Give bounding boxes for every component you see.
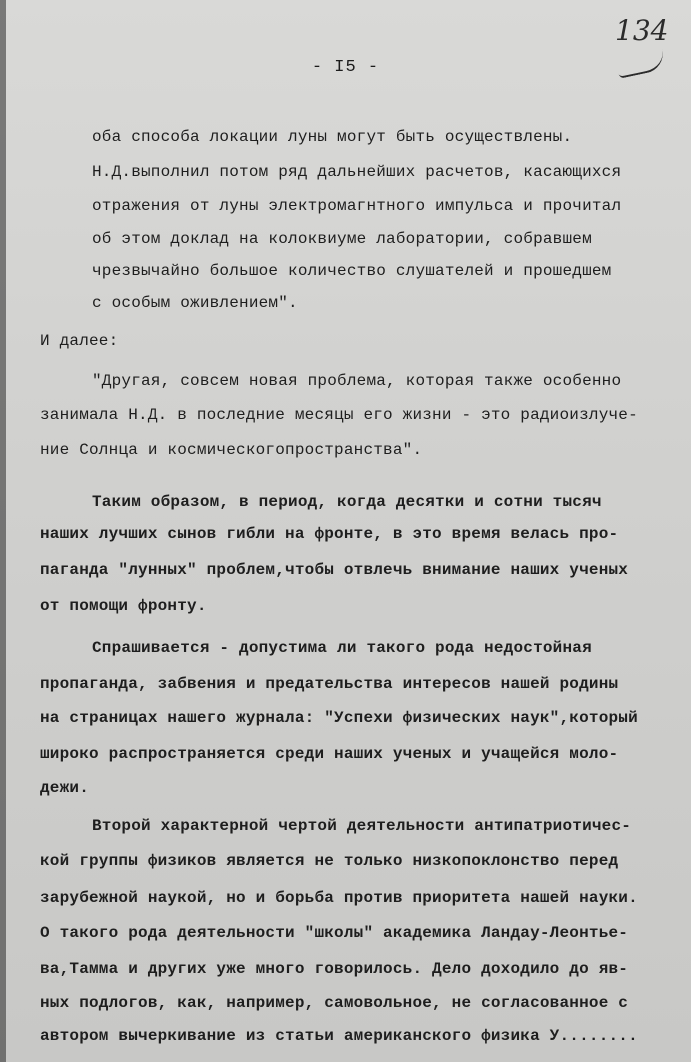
text-line: чрезвычайно большое количество слушателей и прошедшем — [92, 262, 612, 280]
text-line: об этом доклад на колоквиуме лаборатории, собравшем — [92, 230, 592, 248]
text-line: зарубежной наукой, но и борьба против приоритета нашей науки. — [40, 889, 638, 907]
text-line: кой группы физиков является не только низкопоклонство перед — [40, 852, 619, 870]
text-line: "Другая, совсем новая проблема, которая также особенно — [92, 372, 622, 390]
text-line: наших лучших сынов гибли на фронте, в это время велась про- — [40, 525, 619, 543]
text-line: Таким образом, в период, когда десятки и сотни тысяч — [92, 493, 602, 511]
page-number: - I5 - — [311, 58, 380, 77]
archive-number: 134 — [615, 14, 669, 47]
text-line: на страницах нашего журнала: "Успехи физических наук",который — [40, 709, 638, 727]
text-line: Второй характерной чертой деятельности антипатриотичес- — [92, 817, 632, 835]
text-line: занимала Н.Д. в последние месяцы его жизни - это радиоизлуче- — [40, 406, 638, 424]
text-line: оба способа локации луны могут быть осуществлены. — [92, 128, 573, 146]
text-line: Спрашивается - допустима ли такого рода недостойная — [92, 639, 592, 657]
text-line: О такого рода деятельности "школы" академика Ландау-Леонтье- — [40, 924, 629, 942]
text-line: паганда "лунных" проблем,чтобы отвлечь внимание наших ученых — [40, 561, 629, 579]
text-line: ние Солнца и космическогопространства". — [40, 441, 423, 459]
text-line: ных подлогов, как, например, самовольное, не согласованное с — [40, 994, 629, 1012]
text-line: автором вычеркивание из статьи американского физика У........ — [40, 1027, 638, 1045]
text-line: отражения от луны электромагнтного импульса и прочитал — [92, 197, 622, 215]
text-line: ва,Тамма и других уже много говорилось. Дело доходило до яв- — [40, 960, 629, 978]
scan-edge — [0, 0, 6, 1062]
text-line: дежи. — [40, 779, 90, 797]
text-line: широко распространяется среди наших ученых и учащейся моло- — [40, 745, 619, 763]
text-line: И далее: — [40, 332, 119, 350]
text-line: от помощи фронту. — [40, 597, 207, 615]
text-line: с особым оживлением". — [92, 294, 298, 312]
text-line: Н.Д.выполнил потом ряд дальнейших расчетов, касающихся — [92, 163, 622, 181]
text-line: пропаганда, забвения и предательства интересов нашей родины — [40, 675, 619, 693]
